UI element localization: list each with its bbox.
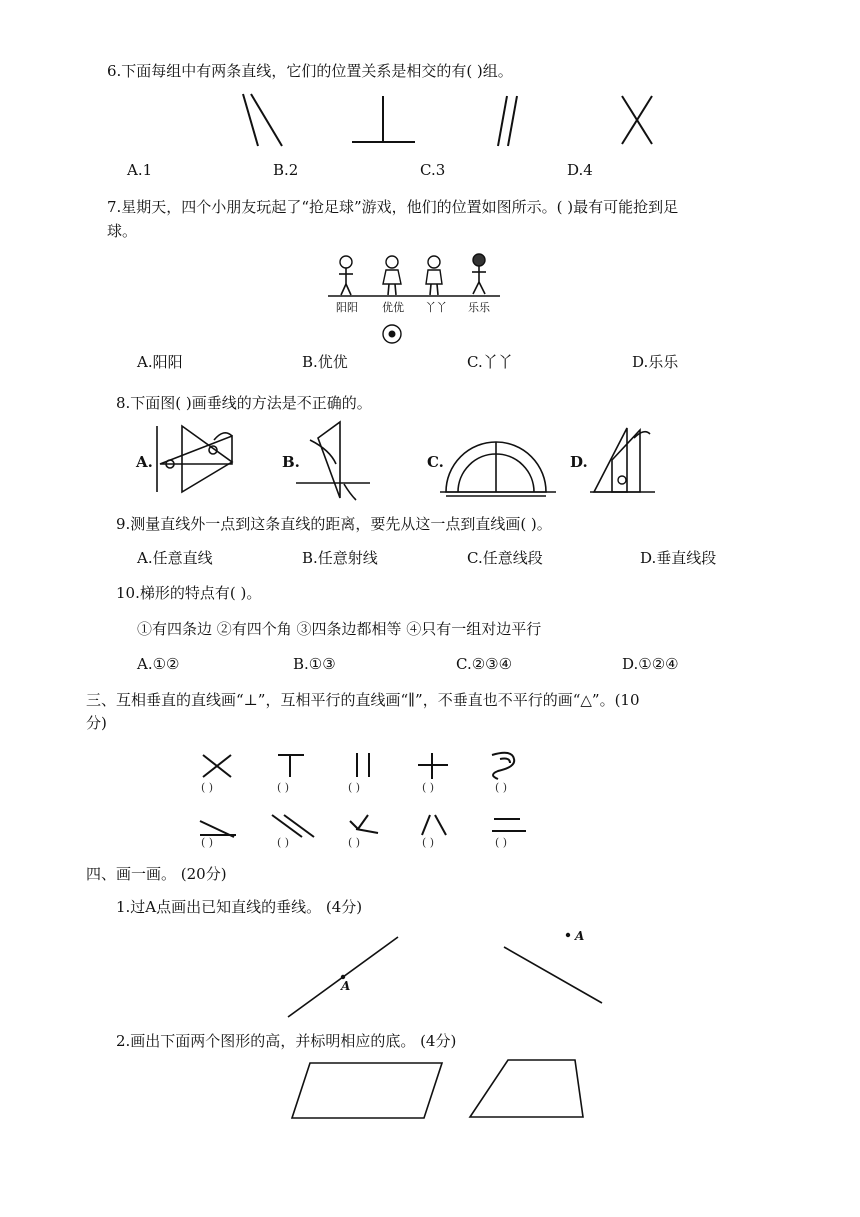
q8-label-b: B. — [282, 453, 300, 471]
parallelogram-shape — [292, 1063, 442, 1118]
q9-option-a: A.任意直线 — [137, 549, 213, 567]
q6-option-d: D.4 — [567, 161, 593, 179]
q7-option-c: C.丫丫 — [467, 353, 513, 371]
q8-label-d: D. — [570, 453, 588, 471]
q10-stem: 10.梯形的特点有( )。 — [116, 584, 262, 602]
q8-figures — [0, 420, 860, 500]
section4-title: 四、画一画。 (20分) — [86, 865, 227, 883]
kid-label-yangyang: 阳阳 — [336, 301, 358, 314]
q7-option-b: B.优优 — [302, 353, 348, 371]
answer-blank-10[interactable]: ( ) — [495, 836, 508, 849]
q7-option-d: D.乐乐 — [632, 353, 679, 371]
q9-option-d: D.垂直线段 — [640, 549, 717, 567]
q6-figures — [0, 90, 860, 170]
section3-title-line1: 三、互相垂直的直线画“⊥”，互相平行的直线画“∥”，不垂直也不平行的画“△”。(10 — [86, 691, 640, 709]
q10-option-b: B.①③ — [293, 655, 336, 673]
kid-label-youyou: 优优 — [382, 301, 404, 314]
point-a-label-1: A — [341, 979, 351, 993]
answer-blank-2[interactable]: ( ) — [277, 781, 290, 794]
answer-blank-4[interactable]: ( ) — [422, 781, 435, 794]
section3-title-line2: 分) — [86, 714, 107, 732]
kid-label-lele: 乐乐 — [468, 301, 490, 314]
q9-option-c: C.任意线段 — [467, 549, 543, 567]
q10-statements: ①有四条边 ②有四个角 ③四条边都相等 ④只有一组对边平行 — [137, 620, 542, 638]
q8-stem: 8.下面图( )画垂线的方法是不正确的。 — [116, 394, 372, 412]
kid-label-yaya: 丫丫 — [425, 301, 447, 314]
answer-blank-8[interactable]: ( ) — [348, 836, 361, 849]
q6-option-b: B.2 — [273, 161, 299, 179]
q10-option-c: C.②③④ — [456, 655, 513, 673]
answer-blank-9[interactable]: ( ) — [422, 836, 435, 849]
q7-option-a: A.阳阳 — [137, 353, 183, 371]
q6-option-a: A.1 — [127, 161, 153, 179]
section4-q1: 1.过A点画出已知直线的垂线。 (4分) — [116, 898, 363, 916]
trapezoid-shape — [470, 1060, 583, 1117]
q7-stem-line2: 球。 — [107, 222, 138, 240]
q6-stem: 6.下面每组中有两条直线，它们的位置关系是相交的有( )组。 — [107, 62, 513, 80]
section4-q2-shapes — [0, 1058, 860, 1138]
point-a-label-2: A — [575, 929, 585, 943]
q9-option-b: B.任意射线 — [302, 549, 378, 567]
answer-blank-7[interactable]: ( ) — [277, 836, 290, 849]
q7-stem-line1: 7.星期天，四个小朋友玩起了“抢足球”游戏，他们的位置如图所示。( )最有可能抢到足 — [107, 198, 679, 216]
q6-option-c: C.3 — [420, 161, 446, 179]
q9-stem: 9.测量直线外一点到这条直线的距离，要先从这一点到直线画( )。 — [116, 515, 552, 533]
answer-blank-3[interactable]: ( ) — [348, 781, 361, 794]
section4-q1-lines — [0, 925, 860, 1025]
q10-option-d: D.①②④ — [622, 655, 679, 673]
q10-option-a: A.①② — [137, 655, 180, 673]
answer-blank-5[interactable]: ( ) — [495, 781, 508, 794]
answer-blank-6[interactable]: ( ) — [201, 836, 214, 849]
q8-label-a: A. — [136, 453, 153, 471]
answer-blank-1[interactable]: ( ) — [201, 781, 214, 794]
section4-q2: 2.画出下面两个图形的高，并标明相应的底。 (4分) — [116, 1032, 457, 1050]
q8-label-c: C. — [427, 453, 444, 471]
